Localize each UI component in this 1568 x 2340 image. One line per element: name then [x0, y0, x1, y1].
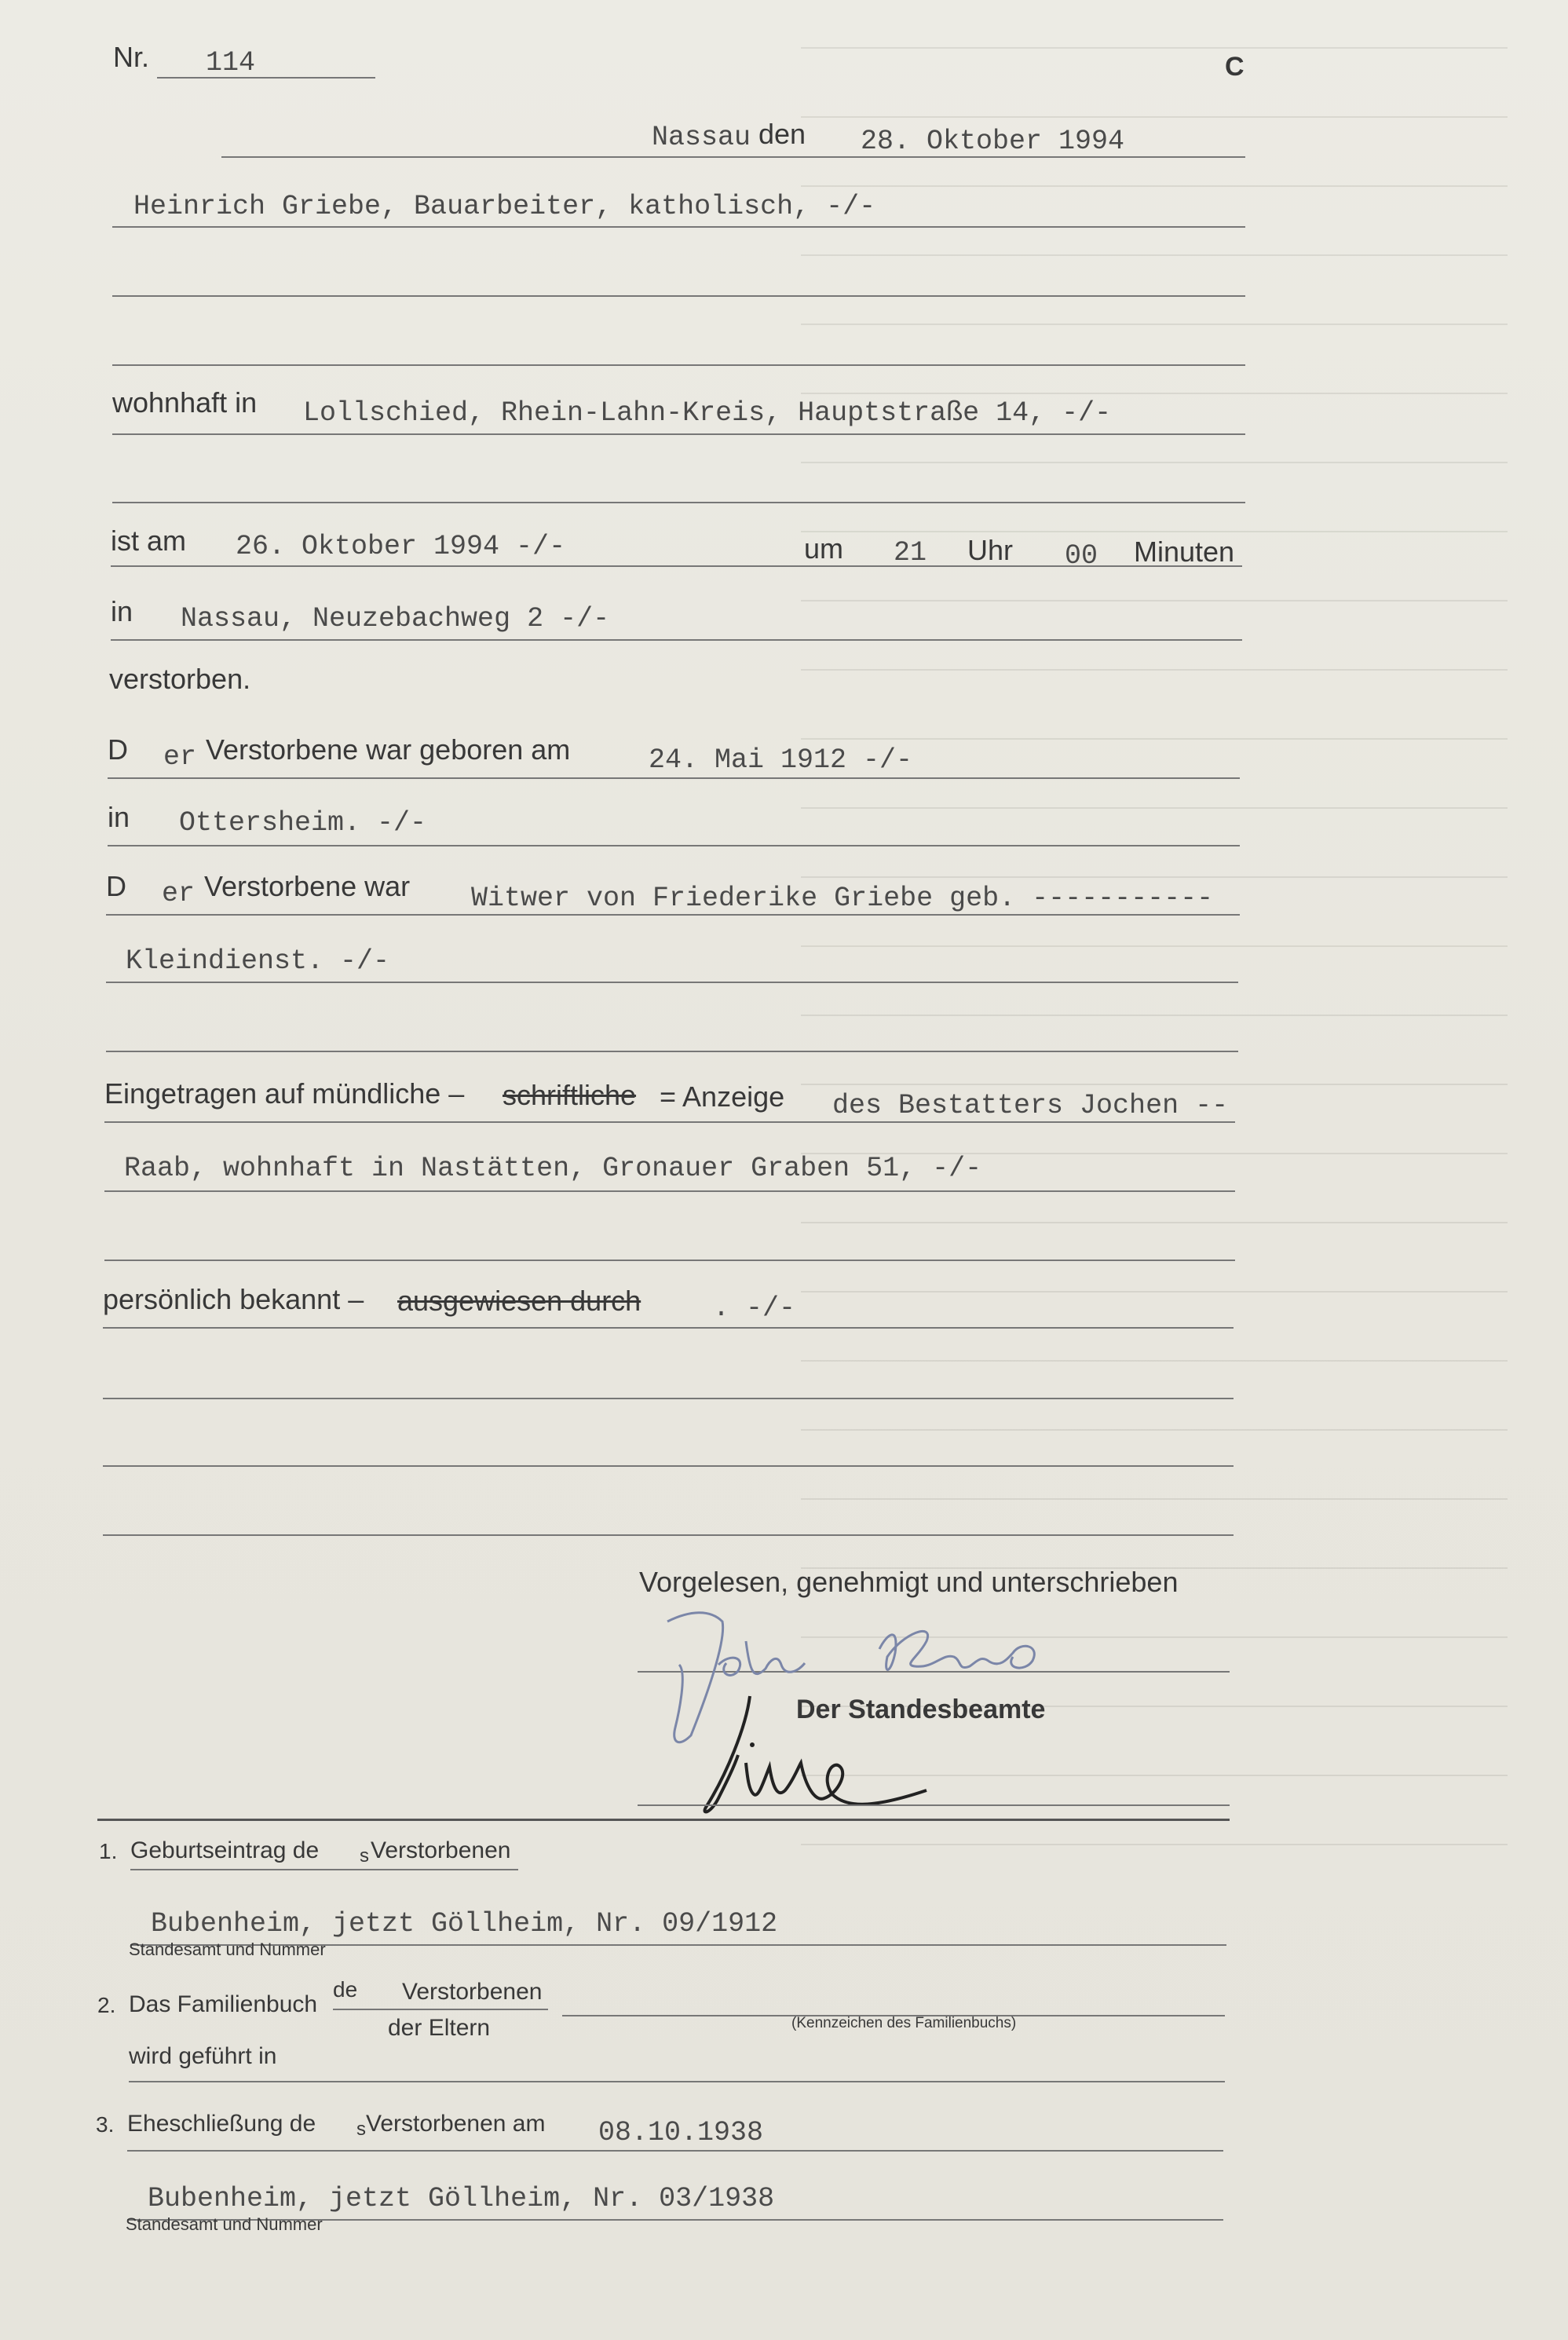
identity-label-a: persönlich bekannt –	[103, 1283, 364, 1315]
note2-caption: (Kennzeichen des Familienbuchs)	[791, 2015, 1017, 2031]
nr-line	[157, 77, 375, 79]
identity-value: . -/-	[713, 1292, 796, 1324]
note2-wird-rule	[129, 2081, 1225, 2082]
note3-label-a: Eheschließung de	[127, 2111, 316, 2137]
note1-value: Bubenheim, jetzt Göllheim, Nr. 09/1912	[151, 1908, 778, 1940]
note2-label: Das Familienbuch	[129, 1991, 318, 2017]
birth-date: 24. Mai 1912 -/-	[649, 744, 913, 776]
status-suffix: er	[162, 878, 196, 909]
status-rule3	[106, 1051, 1238, 1052]
residence-label: wohnhaft in	[112, 386, 258, 419]
death-date-label: ist am	[111, 525, 187, 557]
nr-label: Nr.	[113, 41, 150, 73]
report-rule1	[104, 1121, 1235, 1123]
death-minute: 00	[1065, 540, 1098, 572]
note1-caption: Standesamt und Nummer	[129, 1940, 326, 1959]
note3-value: Bubenheim, jetzt Göllheim, Nr. 03/1938	[148, 2183, 775, 2214]
note2-de: de	[333, 1977, 358, 2002]
registrar-label: Der Standesbeamte	[796, 1695, 1046, 1724]
death-um-label: um	[804, 532, 844, 565]
residence-rule	[112, 433, 1245, 435]
birth-d-label: D	[108, 733, 128, 766]
section-divider	[97, 1819, 1230, 1821]
birth-suffix: er	[163, 741, 197, 773]
note2-verstorbenen: Verstorbenen	[402, 1979, 543, 2005]
place-value: Nassau	[652, 122, 751, 153]
status-d-label: D	[106, 870, 126, 902]
note2-number: 2.	[97, 1993, 116, 2017]
note1-label-b: Verstorbenen	[371, 1837, 511, 1863]
death-uhr-label: Uhr	[967, 534, 1014, 566]
report-label-b: = Anzeige	[660, 1080, 785, 1113]
verstorben-label: verstorben.	[109, 663, 251, 695]
birth-date-rule	[108, 777, 1240, 779]
form-letter: C	[1225, 52, 1245, 82]
person-line1-rule	[112, 226, 1245, 228]
status-label: Verstorbene war	[204, 870, 411, 902]
death-date-rule	[111, 565, 1242, 567]
person-line3-rule	[112, 364, 1245, 366]
note2-fraction-rule	[333, 2009, 548, 2010]
place-date-line	[221, 156, 1245, 158]
identity-rule1	[103, 1327, 1234, 1329]
death-place-rule	[111, 639, 1242, 641]
status-value2: Kleindienst. -/-	[126, 945, 390, 977]
identity-rule4	[103, 1534, 1234, 1536]
note2-wird: wird geführt in	[129, 2043, 277, 2069]
read-approved-text: Vorgelesen, genehmigt und unterschrieben	[639, 1566, 1179, 1598]
note2-eltern: der Eltern	[388, 2015, 491, 2041]
birth-place: Ottersheim. -/-	[179, 807, 427, 839]
note3-label-b: Verstorbenen am	[366, 2111, 546, 2137]
report-rule2	[104, 1190, 1235, 1192]
death-minuten-label: Minuten	[1134, 536, 1235, 568]
status-value1: Witwer von Friederike Griebe geb. -----------	[471, 883, 1214, 914]
identity-label-strike: ausgewiesen durch	[397, 1285, 641, 1317]
note3-date: 08.10.1938	[598, 2117, 764, 2148]
identity-rule3	[103, 1465, 1234, 1467]
status-rule1	[106, 914, 1240, 916]
death-place: Nassau, Neuzebachweg 2 -/-	[181, 603, 610, 634]
report-value1: des Bestatters Jochen --	[832, 1090, 1229, 1121]
report-label-strike: schriftliche	[503, 1079, 637, 1111]
report-label-a: Eingetragen auf mündliche –	[104, 1077, 465, 1110]
person-line1: Heinrich Griebe, Bauarbeiter, katholisch, -/-	[133, 191, 876, 222]
note1-label-rule	[130, 1869, 518, 1870]
note3-number: 3.	[96, 2112, 115, 2137]
signature-registrar-line	[638, 1804, 1230, 1806]
residence-rule2	[112, 502, 1245, 503]
residence-value: Lollschied, Rhein-Lahn-Kreis, Hauptstraße 14, -/-	[303, 397, 1112, 429]
nr-value: 114	[206, 47, 256, 79]
den-label: den	[758, 118, 806, 150]
birth-place-label: in	[108, 801, 130, 833]
note1-s: s	[360, 1845, 369, 1867]
note3-caption: Standesamt und Nummer	[126, 2214, 323, 2234]
death-place-label: in	[111, 595, 133, 627]
note1-number: 1.	[99, 1839, 118, 1863]
death-hour: 21	[894, 537, 927, 569]
report-rule3	[104, 1260, 1235, 1261]
birth-place-rule	[108, 845, 1240, 846]
status-rule2	[106, 982, 1238, 983]
identity-rule2	[103, 1398, 1234, 1399]
birth-label: Verstorbene war geboren am	[206, 733, 571, 766]
note3-date-rule	[127, 2150, 1223, 2152]
report-value2: Raab, wohnhaft in Nastätten, Gronauer Graben 51, -/-	[124, 1153, 982, 1184]
note3-s: s	[356, 2119, 366, 2140]
person-line2-rule	[112, 295, 1245, 297]
note1-label-a: Geburtseintrag de	[130, 1837, 320, 1863]
registration-date: 28. Oktober 1994	[861, 126, 1125, 157]
registrar-signature	[691, 1680, 989, 1830]
death-date: 26. Oktober 1994 -/-	[236, 531, 566, 562]
